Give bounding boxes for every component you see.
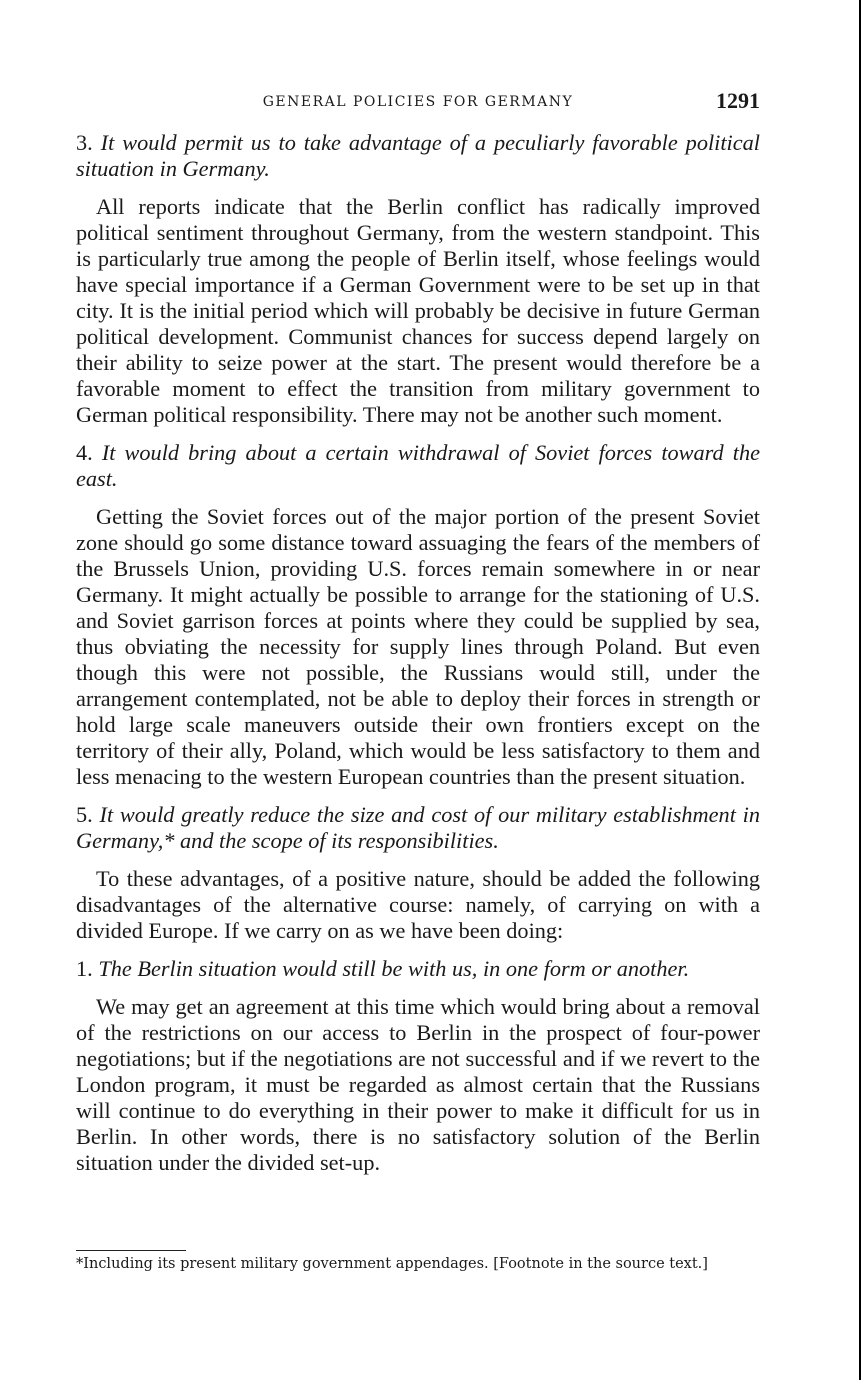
section-number: 5. xyxy=(76,802,93,827)
paragraph: All reports indicate that the Berlin conflict has radically improved political sentiment throughout Germany, from the western standpoint. This is particularly true among the people of Berlin itself, whose feelings would have special importance if a German Government were to be set up in that city. It is the initial period which will probably be decisive in future German political development. Communist chances for success depend largely on their ability to seize power at the start. The present would therefore be a favorable moment to effect the transition from military government to German political responsibility. There may not be another such moment. xyxy=(76,194,760,427)
section-number: 3. xyxy=(76,130,93,155)
section-heading-text: The Berlin situation would still be with us, in one form or another. xyxy=(98,956,690,981)
section-heading-4 xyxy=(76,440,760,492)
section-heading-text: It would permit us to take advantage of a peculiarly favorable political situation in Germany. xyxy=(76,130,760,181)
section-heading-text: It would greatly reduce the size and cost of our military establishment in Germany,* and the scope of its responsibilities. xyxy=(76,802,761,853)
section-number: 1. xyxy=(76,956,93,981)
footnote-divider xyxy=(76,1250,186,1251)
page-number: 1291 xyxy=(716,88,760,113)
running-head: GENERAL POLICIES FOR GERMANY xyxy=(262,94,574,110)
paragraph: Getting the Soviet forces out of the major portion of the present Soviet zone should go some distance toward assuaging the fears of the members of the Brussels Union, providing U.S. forces remain somewhere in or near Germany. It might actually be possible to arrange for the stationing of U.S. and Soviet garrison forces at points where they could be supplied by sea, thus obviating the necessity for supply lines through Poland. But even though this were not possible, the Russians would still, under the arrangement contemplated, not be able to deploy their forces in strength or hold large scale maneuvers outside their own frontiers except on the territory of their ally, Poland, which would be less satisfactory to them and less menacing to the western European countries than the present situation. xyxy=(76,504,760,789)
body-text xyxy=(76,130,760,1176)
section-heading-5 xyxy=(76,802,760,854)
section-heading-3 xyxy=(76,130,760,182)
footnote: *Including its present military government appendages. [Footnote in the source text.] xyxy=(76,1256,708,1272)
section-heading-1 xyxy=(76,956,760,982)
page-header xyxy=(76,88,760,118)
paragraph: We may get an agreement at this time which would bring about a removal of the restrictions on our access to Berlin in the prospect of four-power negotiations; but if the negotiations are not successful and if we revert to the London program, it must be regarded as almost certain that the Russians will continue to do everything in their power to make it difficult for us in Berlin. In other words, there is no satisfactory solution of the Berlin situation under the divided set-up. xyxy=(76,994,760,1175)
paragraph: To these advantages, of a positive nature, should be added the following disadvantages of the alternative course: namely, of carrying on with a divided Europe. If we carry on as we have been doing: xyxy=(76,866,760,943)
section-number: 4. xyxy=(76,440,93,465)
section-heading-text: It would bring about a certain withdrawal of Soviet forces toward the east. xyxy=(76,440,761,491)
